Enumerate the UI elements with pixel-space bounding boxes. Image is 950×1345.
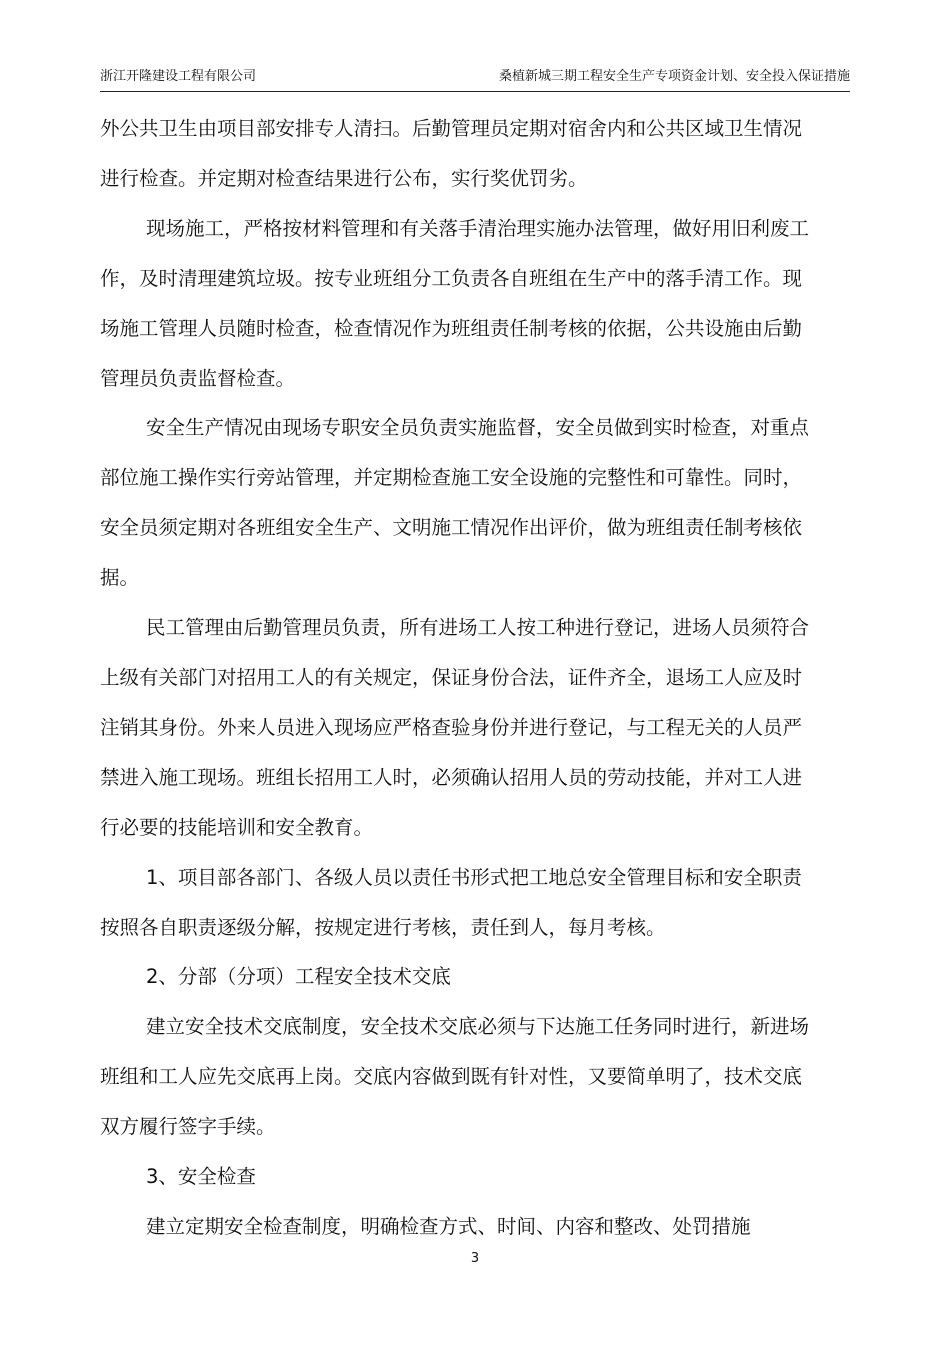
header-company-name: 浙江开隆建设工程有限公司 (100, 69, 257, 84)
section-heading-2: 2、分部（分项）工程安全技术交底 (146, 965, 451, 989)
page-header (100, 64, 850, 92)
paragraph-safety-supervision: 安全生产情况由现场专职安全员负责实施监督，安全员做到实时检查，对重点部位施工操作实行旁站管理，并定期检查施工安全设施的完整性和可靠性。同时，安全员须定期对各班组安全生产、文明施工情况作出评价，做为班组责任制考核依据。 (100, 416, 810, 590)
paragraph-technical-briefing: 建立安全技术交底制度，安全技术交底必须与下达施工任务同时进行，新进场班组和工人应先交底再上岗。交底内容做到既有针对性，又要简单明了，技术交底双方履行签字手续。 (100, 1015, 810, 1139)
paragraph-site-construction: 现场施工，严格按材料管理和有关落手清治理实施办法管理，做好用旧利废工作，及时清理建筑垃圾。按专业班组分工负责各自班组在生产中的落手清工作。现场施工管理人员随时检查，检查情况作为班组责任制考核的依据，公共设施由后勤管理员负责监督检查。 (100, 216, 810, 390)
paragraph-safety-inspection: 建立定期安全检查制度，明确检查方式、时间、内容和整改、处罚措施 (146, 1214, 751, 1238)
section-heading-3: 3、安全检查 (146, 1165, 256, 1189)
paragraph-continued: 外公共卫生由项目部安排专人清扫。后勤管理员定期对宿舍内和公共区域卫生情况进行检查。并定期对检查结果进行公布，实行奖优罚劣。 (100, 117, 803, 190)
paragraph-item-1: 1、项目部各部门、各级人员以责任书形式把工地总安全管理目标和安全职责按照各自职责逐级分解，按规定进行考核，责任到人，每月考核。 (100, 865, 802, 939)
page-number: 3 (470, 1251, 480, 1266)
header-divider (100, 91, 850, 92)
document-body (100, 104, 810, 1252)
paragraph-worker-management: 民工管理由后勤管理员负责，所有进场工人按工种进行登记，进场人员须符合上级有关部门对招用工人的有关规定，保证身份合法，证件齐全，退场工人应及时注销其身份。外来人员进入现场应严格查验身份并进行登记，与工程无关的人员严禁进入施工现场。班组长招用工人时，必须确认招用人员的劳动技能，并对工人进行必要的技能培训和安全教育。 (100, 616, 810, 839)
header-document-title: 桑植新城三期工程安全生产专项资金计划、安全投入保证措施 (498, 69, 850, 84)
